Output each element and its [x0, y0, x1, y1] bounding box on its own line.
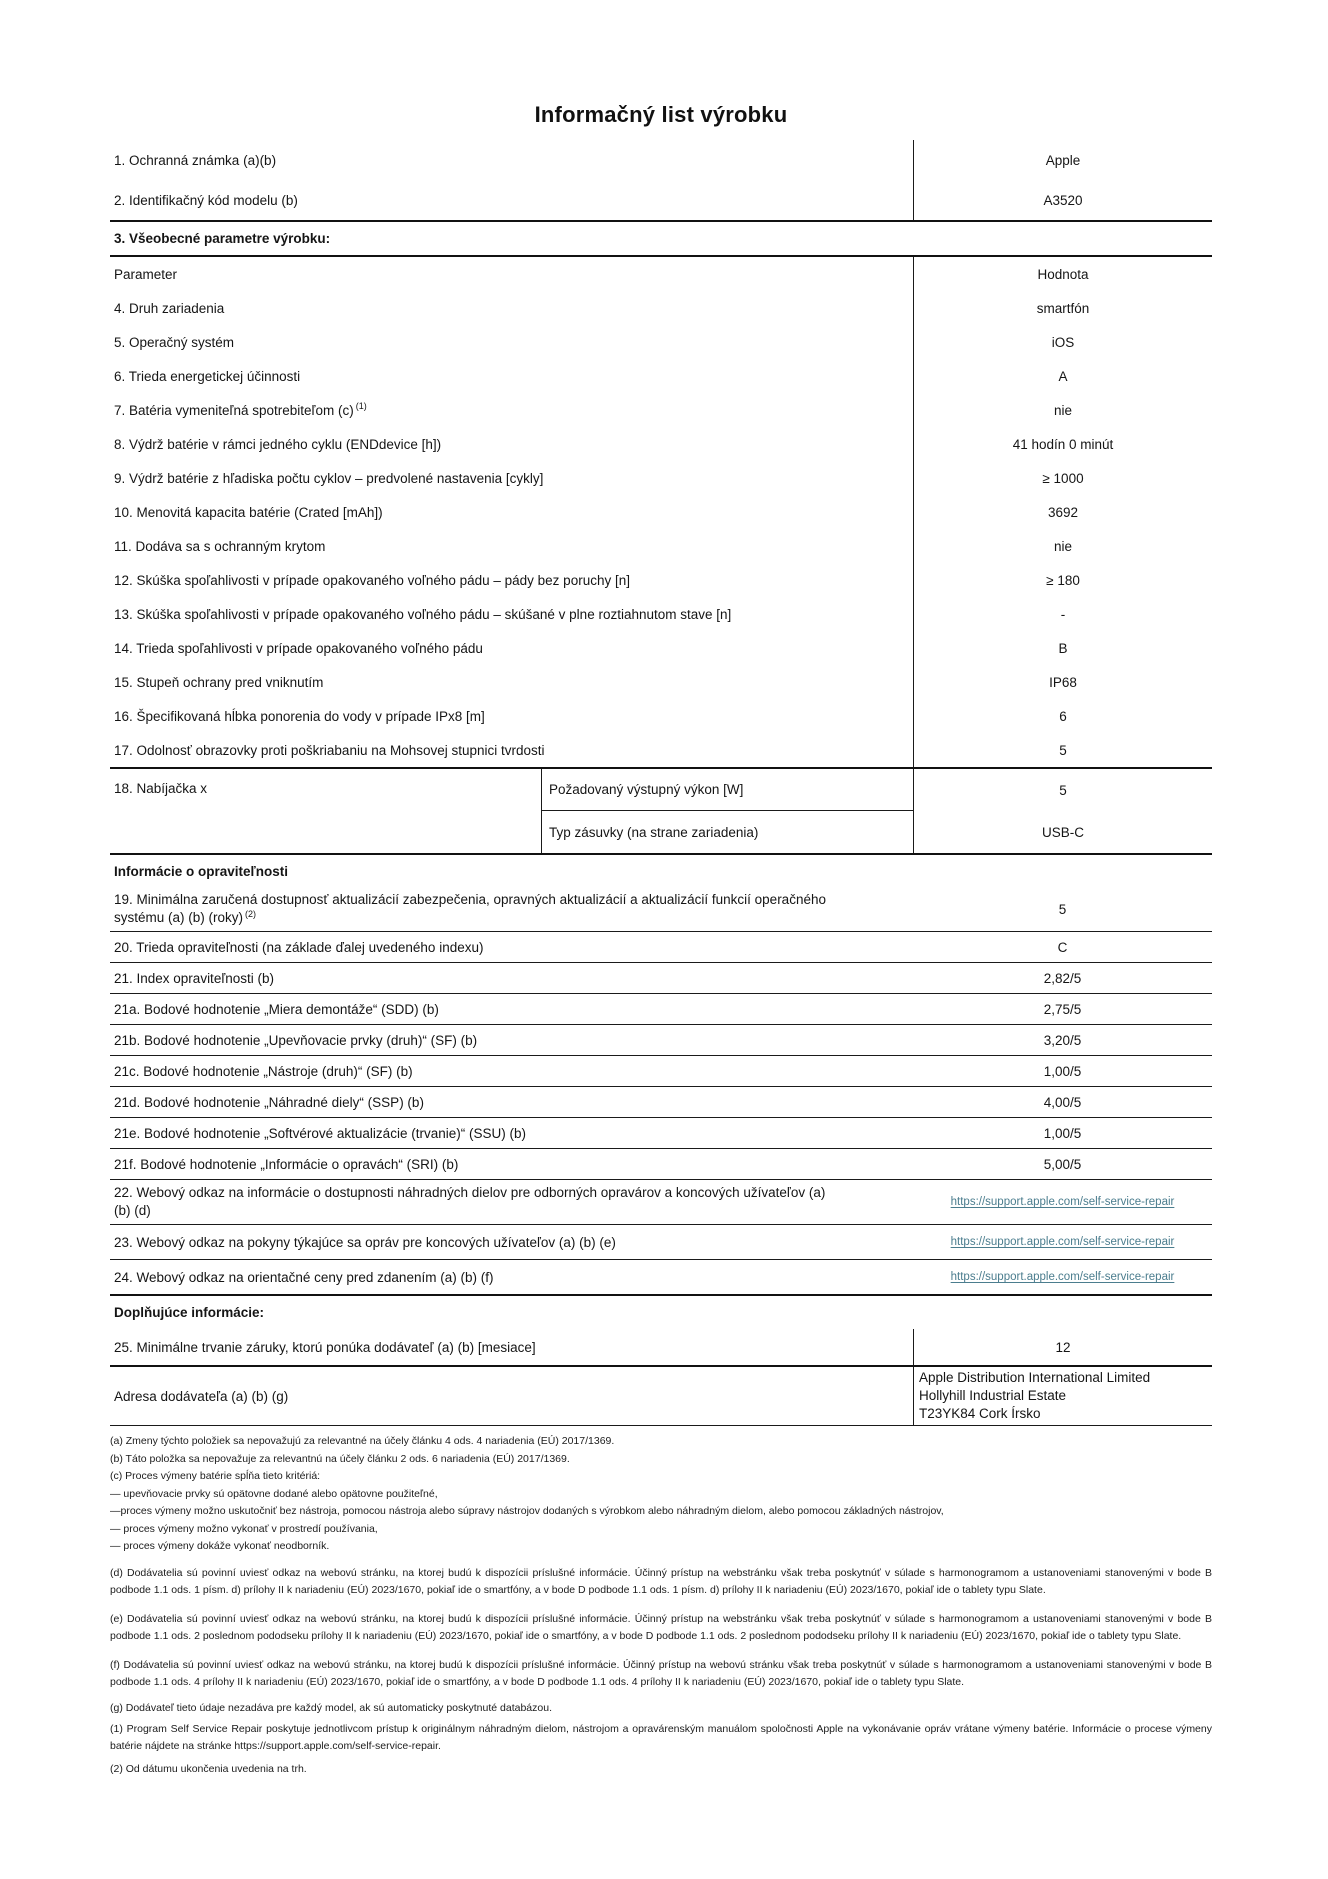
- row-label: Adresa dodávateľa (a) (b) (g): [114, 1388, 289, 1404]
- supplier-address: [913, 1367, 1212, 1425]
- footnote-ref-1: (1): [355, 401, 367, 411]
- row-value: 5: [913, 733, 1212, 767]
- table-row-15: [110, 665, 1212, 699]
- row-value: smartfón: [913, 291, 1212, 325]
- repair-instructions-link[interactable]: https://support.apple.com/self-service-repair: [950, 1236, 1175, 1248]
- row-label: 24. Webový odkaz na orientačné ceny pred zdanením (a) (b) (f): [114, 1269, 494, 1285]
- table-row-24: [110, 1260, 1212, 1294]
- table-row-4: [110, 291, 1212, 325]
- row-label: 11. Dodáva sa s ochranným krytom: [114, 538, 326, 554]
- table-row-22: [110, 1180, 1212, 1224]
- footnote-c-item: — upevňovacie prvky sú opätovne dodané alebo opätovne použiteľné,: [110, 1487, 438, 1500]
- charger-sub-label: Požadovaný výstupný výkon [W]: [542, 769, 913, 811]
- row-value: C: [1057, 939, 1068, 955]
- section-heading-general: 3. Všeobecné parametre výrobku:: [114, 231, 331, 246]
- footnote-f: (f) Dodávatelia sú povinní uviesť odkaz na webovú stránku, na ktorej budú k dispozícii príslušné informácie. Účinný prístup na webovú stránku však treba poskytnúť v súlade s harmonogramom a ustanoveniami stanovenými v bode B podbode 1.1 ods. 4 prílohy II k nariadeniu (EÚ) 2023/1670, pokiaľ ide o smartfóny, a v bode D podbode 1.1 ods. 4 prílohy II k nariadeniu (EÚ) 2023/1670, pokiaľ ide o tablety typu Slate.: [110, 1659, 1212, 1688]
- footnotes: [110, 1435, 1212, 1776]
- charger-sub-value: 5: [1059, 782, 1067, 798]
- row-value: 4,00/5: [1043, 1094, 1082, 1110]
- row-value: 2,82/5: [1043, 970, 1082, 986]
- footnote-c: (c) Proces výmeny batérie spĺňa tieto kritériá:: [110, 1470, 321, 1482]
- charger-sub-label: Typ zásuvky (na strane zariadenia): [549, 824, 759, 840]
- row-label: 21a. Bodové hodnotenie „Miera demontáže“ (SDD) (b): [114, 1001, 439, 1017]
- charger-subtable-labels: [541, 769, 913, 853]
- table-row-1: [110, 140, 1212, 180]
- table-row-6: [110, 359, 1212, 393]
- table-row-21b: [110, 1025, 1212, 1055]
- row-value: 6: [913, 699, 1212, 733]
- footnote-e: (e) Dodávatelia sú povinní uviesť odkaz na webovú stránku, na ktorej budú k dispozícii príslušné informácie. Účinný prístup na webstránku však treba poskytnúť v súlade s harmonogramom a ustanoveniami stanovenými v bode B podbode 1.1 ods. 2 poslednom pododseku prílohy II k nariadeniu (EÚ) 2023/1670, pokiaľ ide o smartfóny, a v bode D podbode 1.1 ods. 2 poslednom pododseku prílohy II k nariadeniu (EÚ) 2023/1670, pokiaľ ide o tablety typu Slate.: [110, 1613, 1212, 1642]
- table-row-21e: [110, 1118, 1212, 1148]
- row-label: 21. Index opraviteľnosti (b): [114, 970, 275, 986]
- row-label: 15. Stupeň ochrany pred vniknutím: [114, 674, 324, 690]
- row-value: 2,75/5: [1043, 1001, 1082, 1017]
- table-row-9: [110, 461, 1212, 495]
- row-label: 12. Skúška spoľahlivosti v prípade opakovaného voľného pádu – pády bez poruchy [n]: [114, 572, 630, 588]
- row-label: 22. Webový odkaz na informácie o dostupnosti náhradných dielov pre odborných opravárov a koncových užívateľov (a) (b) (d): [114, 1185, 826, 1218]
- row-label: 21f. Bodové hodnotenie „Informácie o opravách“ (SRI) (b): [114, 1156, 459, 1172]
- row-label: 21d. Bodové hodnotenie „Náhradné diely“ (SSP) (b): [114, 1094, 424, 1110]
- sheet-content: [110, 0, 1212, 1781]
- table-row-11: [110, 529, 1212, 563]
- row-label: 8. Výdrž batérie v rámci jedného cyklu (ENDdevice [h]): [114, 436, 442, 452]
- row-label: 4. Druh zariadenia: [114, 300, 225, 316]
- row-value: ≥ 180: [913, 563, 1212, 597]
- footnote-c-item: —proces výmeny možno uskutočniť bez nástroja, pomocou nástroja alebo súpravy nástrojov dodaných s výrobkom alebo náhradným dielom, alebo pomocou základných nástrojov,: [110, 1505, 944, 1517]
- column-header-row: [110, 257, 1212, 291]
- identity-rows: [110, 140, 1212, 220]
- table-row-25: [110, 1329, 1212, 1365]
- table-row-13: [110, 597, 1212, 631]
- table-row-2: [110, 180, 1212, 220]
- table-row-14: [110, 631, 1212, 665]
- row-value: [913, 1225, 1212, 1259]
- section-heading-additional: Doplňujúce informácie:: [114, 1305, 265, 1320]
- footnote-b: (b) Táto položka sa nepovažuje za relevantnú na účely článku 2 ods. 6 nariadenia (EÚ) 2017/1369.: [110, 1452, 570, 1465]
- row-label: 23. Webový odkaz na pokyny týkajúce sa opráv pre koncových užívateľov (a) (b) (e): [114, 1234, 616, 1250]
- row-value: nie: [913, 393, 1212, 427]
- section-heading-repairability: Informácie o opraviteľnosti: [114, 863, 288, 879]
- row-value: [913, 1260, 1212, 1294]
- table-row-17: [110, 733, 1212, 767]
- row-label: 19. Minimálna zaručená dostupnosť aktualizácií zabezpečenia, opravných aktualizácií a aktualizácií funkcií operačného systému (a) (b) (roky) $^{(2)}$: [114, 892, 826, 925]
- footnote-2: (2) Od dátumu ukončenia uvedenia na trh.: [110, 1763, 307, 1775]
- row-label: 5. Operačný systém: [114, 334, 235, 350]
- row-label: 6. Trieda energetickej účinnosti: [114, 368, 301, 384]
- row-value: -: [913, 597, 1212, 631]
- row-label: 10. Menovitá kapacita batérie (Crated [mAh]): [114, 504, 383, 520]
- table-row-7: [110, 393, 1212, 427]
- address-line: T23YK84 Cork Írsko: [919, 1406, 1041, 1421]
- row-label: 25. Minimálne trvanie záruky, ktorú ponúka dodávateľ (a) (b) [mesiace]: [114, 1339, 536, 1355]
- footnote-1: (1) Program Self Service Repair poskytuje jednotlivcom prístup k originálnym náhradným dielom, nástrojom a opravárenským manuálom spoločnosti Apple na vykonávanie opráv vrátane výmeny batérie. Informácie o procese výmeny batérie nájdete na stránke https://support.apple.com/self-service-repair.: [110, 1723, 1212, 1752]
- row-label: 21b. Bodové hodnotenie „Upevňovacie prvky (druh)“ (SF) (b): [114, 1032, 478, 1048]
- row-label: 16. Špecifikovaná hĺbka ponorenia do vody v prípade IPx8 [m]: [114, 708, 485, 724]
- table-row-5: [110, 325, 1212, 359]
- row-label: 21c. Bodové hodnotenie „Nástroje (druh)“ (SF) (b): [114, 1063, 413, 1079]
- row-label: 18. Nabíjačka x: [114, 781, 208, 796]
- table-row-23: [110, 1225, 1212, 1259]
- table-row-21c: [110, 1056, 1212, 1086]
- row-label: 21e. Bodové hodnotenie „Softvérové aktualizácie (trvanie)“ (SSU) (b): [114, 1125, 526, 1141]
- footnote-d: (d) Dodávatelia sú povinní uviesť odkaz na webovú stránku, na ktorej budú k dispozícii príslušné informácie. Účinný prístup na webstránku však treba poskytnúť v súlade s harmonogramom a ustanoveniami stanovenými v bode B podbode 1.1 ods. 1 písm. d) prílohy II k nariadeniu (EÚ) 2023/1670, pokiaľ ide o smartfóny, a v bode D podbode 1.1 ods. 1 písm. d) prílohy II k nariadeniu (EÚ) 2023/1670, pokiaľ ide o tablety typu Slate.: [110, 1567, 1212, 1596]
- page-title: Informačný list výrobku: [534, 102, 788, 127]
- table-row-18-charger: [110, 769, 1212, 853]
- table-row-19: [110, 887, 1212, 931]
- row-value: IP68: [913, 665, 1212, 699]
- charger-sub-value: USB-C: [1041, 824, 1084, 840]
- row-label: 9. Výdrž batérie z hľadiska počtu cyklov – predvolené nastavenia [cykly]: [114, 470, 544, 486]
- address-line: Hollyhill Industrial Estate: [919, 1388, 1067, 1403]
- row-label: 2. Identifikačný kód modelu (b): [114, 192, 298, 208]
- divider: [110, 1425, 1212, 1426]
- row-label: 1. Ochranná známka (a)(b): [114, 152, 277, 168]
- row-value: 41 hodín 0 minút: [913, 427, 1212, 461]
- row-label: 20. Trieda opraviteľnosti (na základe ďalej uvedeného indexu): [114, 939, 484, 955]
- column-header-value: Hodnota: [913, 257, 1212, 291]
- footnote-ref-2: (2): [245, 908, 257, 919]
- spare-parts-link[interactable]: https://support.apple.com/self-service-repair: [950, 1196, 1175, 1208]
- table-row-21d: [110, 1087, 1212, 1117]
- row-value: B: [913, 631, 1212, 665]
- table-row-16: [110, 699, 1212, 733]
- row-value: 3,20/5: [1043, 1032, 1082, 1048]
- table-row-21: [110, 963, 1212, 993]
- row-value: 1,00/5: [1043, 1125, 1082, 1141]
- footnote-c-item: — proces výmeny dokáže vykonať neodborník.: [110, 1540, 330, 1552]
- row-value: A: [913, 359, 1212, 393]
- indicative-prices-link[interactable]: https://support.apple.com/self-service-repair: [950, 1271, 1175, 1283]
- charger-subtable-values: [913, 769, 1212, 853]
- row-value: 5: [1058, 901, 1067, 917]
- row-value: iOS: [913, 325, 1212, 359]
- row-value: A3520: [913, 180, 1212, 220]
- table-row-21f: [110, 1149, 1212, 1179]
- footnote-a: (a) Zmeny týchto položiek sa nepovažujú za relevantné na účely článku 4 ods. 4 nariadenia (EÚ) 2017/1369.: [110, 1435, 615, 1447]
- row-value: [913, 1180, 1212, 1224]
- table-row-8: [110, 427, 1212, 461]
- row-value: 12: [913, 1329, 1212, 1365]
- row-value: 1,00/5: [1043, 1063, 1082, 1079]
- row-value: Apple: [913, 140, 1212, 180]
- supplier-address-row: [110, 1367, 1212, 1425]
- row-label: 13. Skúška spoľahlivosti v prípade opakovaného voľného pádu – skúšané v plne roztiahnutom stave [n]: [114, 606, 732, 622]
- table-row-21a: [110, 994, 1212, 1024]
- table-row-12: [110, 563, 1212, 597]
- table-row-20: [110, 932, 1212, 962]
- row-value: 3692: [913, 495, 1212, 529]
- row-label: 14. Trieda spoľahlivosti v prípade opakovaného voľného pádu: [114, 640, 483, 656]
- row-value: nie: [913, 529, 1212, 563]
- footnote-g: (g) Dodávateľ tieto údaje nezadáva pre každý model, ak sú automaticky poskytnuté databázou.: [110, 1702, 552, 1714]
- address-line: Apple Distribution International Limited: [919, 1370, 1151, 1385]
- row-label: 7. Batéria vymeniteľná spotrebiteľom (c) $^{(1)}$: [114, 401, 367, 418]
- row-value: 5,00/5: [1043, 1156, 1082, 1172]
- column-header-parameter: Parameter: [114, 266, 178, 282]
- row-label: 17. Odolnosť obrazovky proti poškriabaniu na Mohsovej stupnici tvrdosti: [114, 742, 545, 758]
- row-value: ≥ 1000: [913, 461, 1212, 495]
- footnote-c-item: — proces výmeny možno vykonať v prostredí používania,: [110, 1522, 378, 1535]
- table-row-10: [110, 495, 1212, 529]
